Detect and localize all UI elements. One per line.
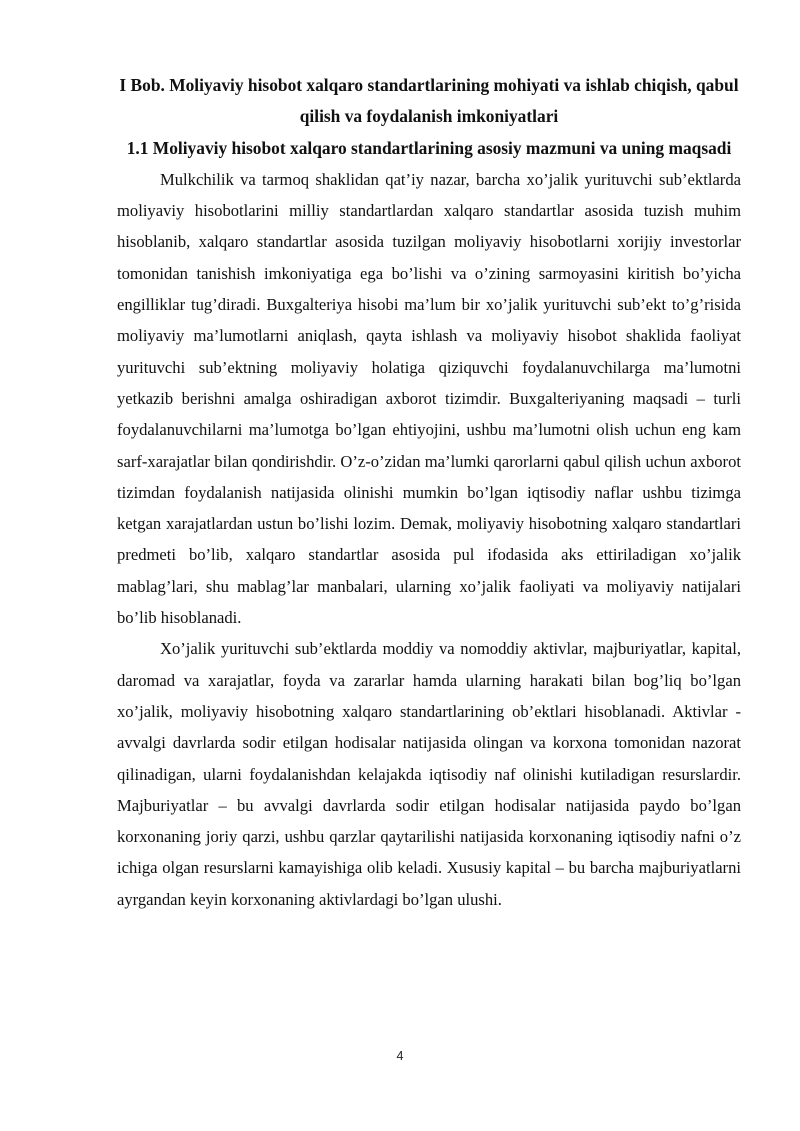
page-number: 4: [396, 1049, 404, 1063]
document-page: [117, 70, 741, 915]
chapter-heading: I Bob. Moliyaviy hisobot xalqaro standartlarining mohiyati va ishlab chiqish, qabul qilish va foydalanish imkoniyatlari: [119, 75, 739, 127]
body-paragraph: Xo’jalik yurituvchi sub’ektlarda moddiy va nomoddiy aktivlar, majburiyatlar, kapital, daromad va xarajatlar, foyda va zararlar hamda ularning harakati bilan bog’liq bo’lgan xo’jalik, moliyaviy hisobotning xalqaro standartlarining ob’ektlari hisoblanadi. Aktivlar - avvalgi davrlarda sodir etilgan hodisalar natijasida olingan va korxona tomonidan nazorat qilinadigan, ularni foydalanishdan kelajakda iqtisodiy naf olinishi kutiladigan resurslardir. Majburiyatlar – bu avvalgi davrlarda sodir etilgan hodisalar natijasida paydo bo’lgan korxonaning joriy qarzi, ushbu qarzlar qaytarilishi natijasida korxonaning iqtisodiy nafni o’z ichiga olgan resurslarni kamayishiga olib keladi. Xususiy kapital – bu barcha majburiyatlarni ayrgandan keyin korxonaning aktivlardagi bo’lgan ulushi.: [117, 639, 741, 909]
body-paragraph: Mulkchilik va tarmoq shaklidan qat’iy nazar, barcha xo’jalik yurituvchi sub’ektlarda moliyaviy hisobotlarini milliy standartlardan xalqaro standartlar asosida tuzish muhim hisoblanib, xalqaro standartlar asosida tuzilgan moliyaviy hisobotlarni xorijiy investorlar tomonidan tanishish imkoniyatiga ega bo’lishi va o’zining sarmoyasini kiritish bo’yicha engilliklar tug’diradi. Buxgalteriya hisobi ma’lum bir xo’jalik yurituvchi sub’ekt to’g’risida moliyaviy ma’lumotlarni aniqlash, qayta ishlash va moliyaviy hisobot shaklida faoliyat yurituvchi sub’ektning moliyaviy holatiga qiziquvchi foydalanuvchilarga ma’lumotni yetkazib berishni amalga oshiradigan axborot tizimdir. Buxgalteriyaning maqsadi – turli foydalanuvchilarni ma’lumotga bo’lgan ehtiyojini, ushbu ma’lumotni olish uchun eng kam sarf-xarajatlar bilan qondirishdir. O’z-o’zidan ma’lumki qarorlarni qabul qilish uchun axborot tizimdan foydalanish natijasida olinishi mumkin bo’lgan iqtisodiy naflar ushbu tizimga ketgan xarajatlardan ustun bo’lishi lozim. Demak, moliyaviy hisobotning xalqaro standartlari predmeti bo’lib, xalqaro standartlar asosida pul ifodasida aks ettiriladigan xo’jalik mablag’lari, shu mablag’lar manbalari, ularning xo’jalik faoliyati va moliyaviy natijalari bo’lib hisoblanadi.: [117, 169, 741, 628]
section-heading: 1.1 Moliyaviy hisobot xalqaro standartlarining asosiy mazmuni va uning maqsadi: [126, 137, 732, 158]
